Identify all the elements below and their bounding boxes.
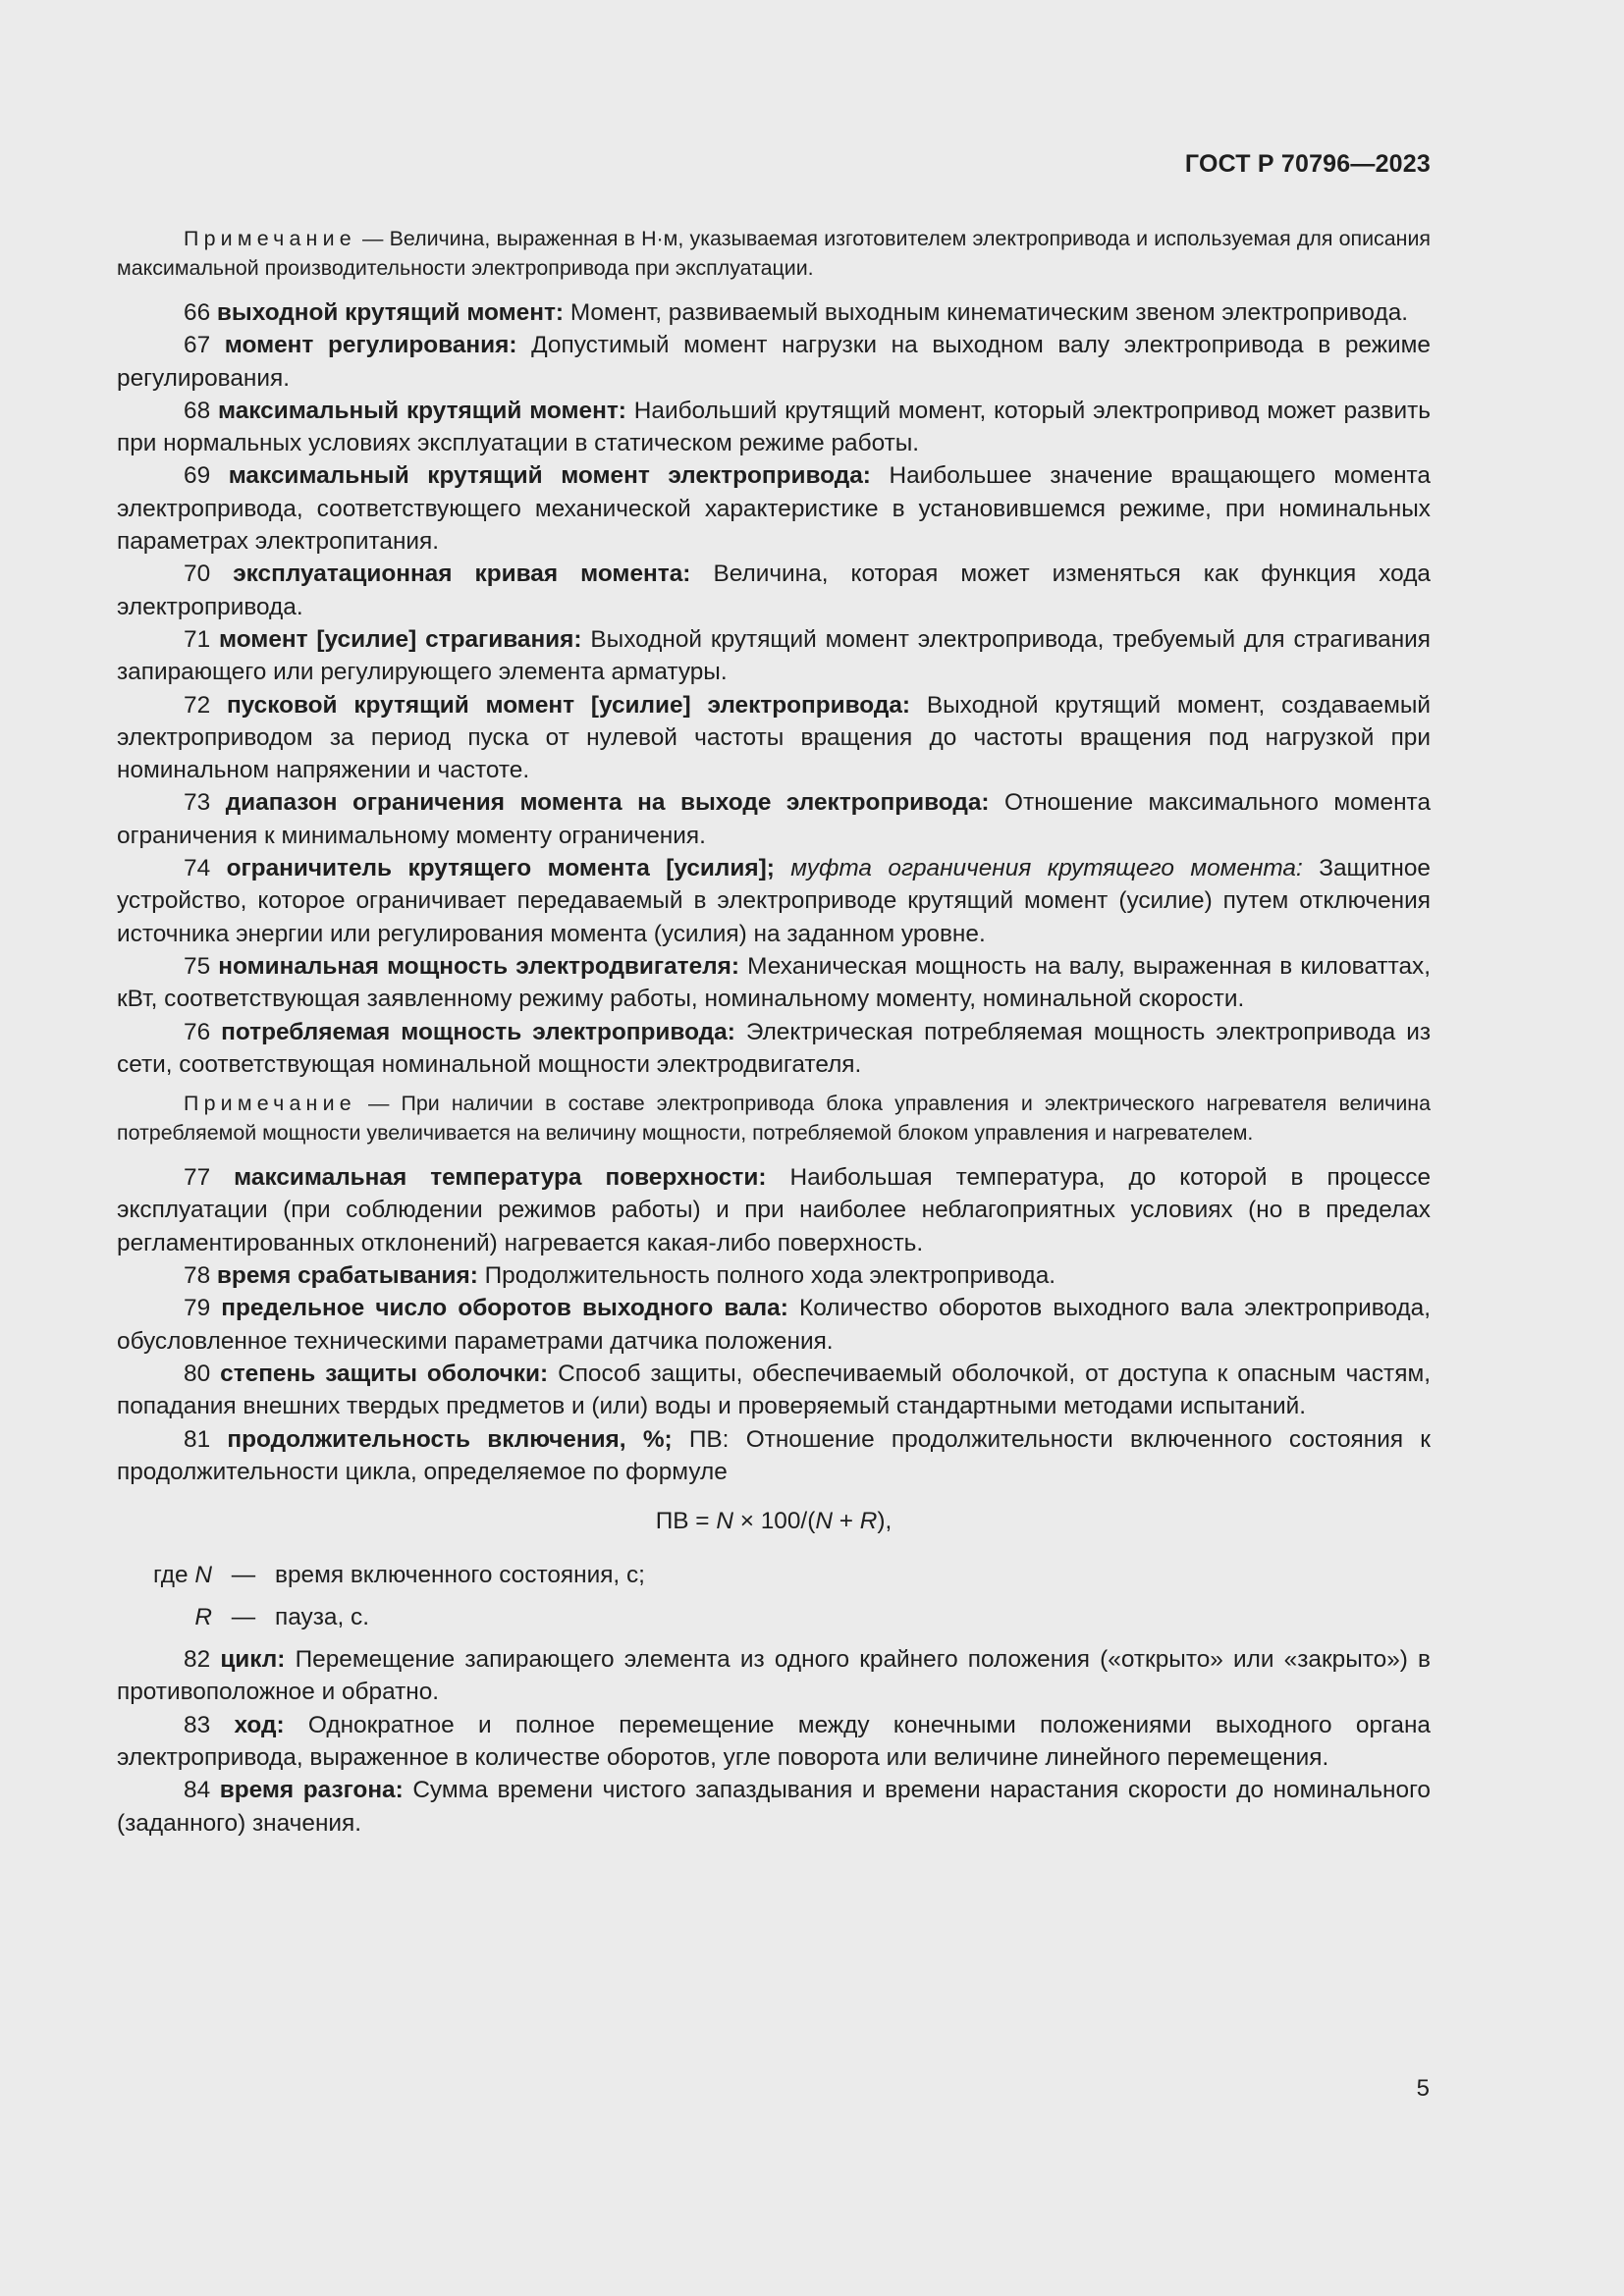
- where-dash: —: [231, 1562, 256, 1589]
- term-title: выходной крутящий момент:: [216, 299, 565, 326]
- formula-var-n: N: [716, 1508, 733, 1535]
- term-72: [117, 689, 1431, 787]
- term-definition: Отношение максимального момента ограничения к минимальному моменту ограничения.: [117, 789, 1432, 849]
- formula-lhs: ПВ =: [655, 1508, 717, 1535]
- term-title: максимальный крутящий момент:: [218, 397, 626, 424]
- term-74: [117, 852, 1431, 950]
- term-number: 76: [184, 1018, 211, 1045]
- formula-plus: +: [832, 1508, 860, 1535]
- term-number: 81: [184, 1425, 211, 1453]
- where-desc: пауза, с.: [275, 1604, 369, 1631]
- term-title: предельное число оборотов выходного вала:: [221, 1295, 788, 1322]
- terms-block-2: [117, 1161, 1431, 1488]
- formula-mid: × 100/(: [732, 1508, 816, 1535]
- term-definition: Наибольший крутящий момент, который электропривод может развить при нормальных условиях эксплуатации в статическом режиме работы.: [117, 397, 1431, 457]
- term-number: 74: [184, 855, 211, 882]
- term-title: время разгона:: [219, 1777, 404, 1804]
- note-text: — Величина, выраженная в Н·м, указываемая изготовителем электропривода и используемая для описания максимальной производительности электропривода при эксплуатации.: [117, 227, 1431, 280]
- document-header: ГОСТ Р 70796—2023: [1184, 150, 1431, 178]
- term-68: [117, 395, 1431, 460]
- term-66: [117, 296, 1431, 329]
- term-78: [117, 1259, 1431, 1292]
- term-definition: Величина, которая может изменяться как функция хода электропривода.: [117, 561, 1431, 620]
- term-definition: Однократное и полное перемещение между конечными положениями выходного органа электропривода, выраженное в количестве оборотов, угле поворота или величине линейного перемещения.: [117, 1711, 1431, 1771]
- term-number: 84: [184, 1777, 211, 1804]
- term-definition: Допустимый момент нагрузки на выходном валу электропривода в режиме регулирования.: [117, 332, 1431, 392]
- term-title: диапазон ограничения момента на выходе электропривода:: [225, 789, 990, 817]
- formula-var-n: N: [815, 1508, 833, 1535]
- term-title: момент [усилие] страгивания:: [219, 625, 582, 653]
- term-title: момент регулирования:: [224, 332, 517, 359]
- term-number: 83: [184, 1711, 211, 1738]
- note-label: Примечание: [184, 227, 356, 250]
- where-label: [117, 1559, 212, 1591]
- page-number: 5: [1416, 2075, 1430, 2102]
- term-70: [117, 558, 1431, 623]
- term-number: 70: [184, 561, 211, 588]
- term-title: максимальная температура поверхности:: [234, 1164, 767, 1192]
- term-title: эксплуатационная кривая момента:: [233, 561, 691, 588]
- term-number: 73: [184, 789, 211, 817]
- term-title: степень защиты оболочки:: [220, 1360, 549, 1387]
- term-81: [117, 1423, 1431, 1489]
- note-text: — При наличии в составе электропривода блока управления и электрического нагревателя величина потребляемой мощности увеличивается на величину мощности, потребляемой блоком управления и нагревателем.: [117, 1092, 1431, 1146]
- term-77: [117, 1161, 1431, 1259]
- term-definition: Наибольшая температура, до которой в процессе эксплуатации (при соблюдении режимов работы) и при наиболее неблагоприятных условиях (но в пределах регламентированных отклонений) нагревается какая-либо поверхность.: [117, 1164, 1432, 1256]
- term-82: [117, 1643, 1431, 1709]
- term-69: [117, 459, 1431, 558]
- term-title: пусковой крутящий момент [усилие] электропривода:: [226, 691, 911, 719]
- term-title: время срабатывания:: [216, 1262, 478, 1290]
- terms-block-3: [117, 1643, 1431, 1840]
- term-definition: Электрическая потребляемая мощность электропривода из сети, соответствующая номинальной мощности электродвигателя.: [117, 1018, 1432, 1078]
- term-83: [117, 1709, 1431, 1775]
- term-definition: Выходной крутящий момент электропривода, требуемый для страгивания запирающего или регулирующего элемента арматуры.: [117, 625, 1432, 686]
- term-80: [117, 1358, 1431, 1423]
- formula-end: ),: [877, 1508, 893, 1535]
- term-number: 82: [184, 1646, 211, 1674]
- where-var: N: [194, 1562, 212, 1589]
- term-definition: Наибольшее значение вращающего момента электропривода, соответствующего механической характеристике в установившемся режиме, при номинальных параметрах электропитания.: [117, 462, 1431, 556]
- term-76: [117, 1016, 1431, 1082]
- term-number: 68: [184, 397, 211, 424]
- term-definition: Выходной крутящий момент, создаваемый электроприводом за период пуска от нулевой частоты вращения до частоты вращения под нагрузкой при номинальном напряжении и частоте.: [117, 691, 1432, 784]
- term-title: номинальная мощность электродвигателя:: [218, 952, 740, 980]
- terms-block-1: [117, 296, 1431, 1081]
- term-number: 77: [184, 1164, 211, 1192]
- term-definition: Количество оборотов выходного вала электропривода, обусловленное техническими параметрами датчика положения.: [117, 1295, 1431, 1355]
- where-dash: —: [231, 1604, 256, 1631]
- where-row-n: [117, 1559, 1431, 1591]
- term-title: цикл:: [220, 1646, 286, 1674]
- term-number: 80: [184, 1360, 211, 1387]
- term-definition: Защитное устройство, которое ограничивает передаваемый в электроприводе крутящий момент (усилие) путем отключения источника энергии или регулирования момента (усилия) на заданном уровне.: [117, 855, 1431, 947]
- term-title: максимальный крутящий момент электропривода:: [228, 462, 871, 490]
- where-row-r: [117, 1601, 1431, 1633]
- note-2: [117, 1089, 1431, 1148]
- term-67: [117, 329, 1431, 395]
- term-alt-title: муфта ограничения крутящего момента:: [774, 855, 1303, 882]
- where-word: где: [153, 1562, 195, 1589]
- term-definition: Момент, развиваемый выходным кинематическим звеном электропривода.: [564, 299, 1409, 326]
- term-number: 67: [184, 332, 211, 359]
- term-definition: Сумма времени чистого запаздывания и времени нарастания скорости до номинального (заданного) значения.: [117, 1777, 1431, 1837]
- note-1: [117, 224, 1431, 283]
- term-75: [117, 950, 1431, 1016]
- page-content: [117, 224, 1431, 1840]
- term-number: 66: [184, 299, 211, 326]
- term-definition: ПВ: Отношение продолжительности включенного состояния к продолжительности цикла, определяемое по формуле: [117, 1425, 1431, 1485]
- term-84: [117, 1774, 1431, 1840]
- term-title: ход:: [234, 1711, 285, 1738]
- term-number: 72: [184, 691, 211, 719]
- term-number: 78: [184, 1262, 211, 1290]
- term-definition: Механическая мощность на валу, выраженная в киловаттах, кВт, соответствующая заявленному режиму работы, номинальному моменту, номинальной скорости.: [117, 952, 1431, 1013]
- term-number: 75: [184, 952, 211, 980]
- term-79: [117, 1292, 1431, 1358]
- term-definition: Перемещение запирающего элемента из одного крайнего положения («открыто» или «закрыто») в противоположное и обратно.: [117, 1646, 1431, 1706]
- formula: [117, 1505, 1431, 1537]
- term-definition: Продолжительность полного хода электропривода.: [477, 1262, 1056, 1290]
- term-number: 71: [184, 625, 211, 653]
- note-label: Примечание: [184, 1092, 356, 1116]
- where-label: [117, 1601, 212, 1633]
- term-definition: Способ защиты, обеспечиваемый оболочкой, от доступа к опасным частям, попадания внешних твердых предметов и (или) воды и проверяемый стандартными методами испытаний.: [117, 1360, 1431, 1420]
- term-title: ограничитель крутящего момента [усилия];: [226, 855, 775, 882]
- where-desc: время включенного состояния, с;: [275, 1562, 645, 1589]
- formula-var-r: R: [859, 1508, 878, 1535]
- term-title: продолжительность включения, %;: [227, 1425, 673, 1453]
- term-71: [117, 623, 1431, 689]
- term-title: потребляемая мощность электропривода:: [221, 1018, 735, 1045]
- where-var: R: [194, 1604, 212, 1631]
- term-number: 79: [184, 1295, 211, 1322]
- term-number: 69: [184, 462, 211, 490]
- term-73: [117, 786, 1431, 852]
